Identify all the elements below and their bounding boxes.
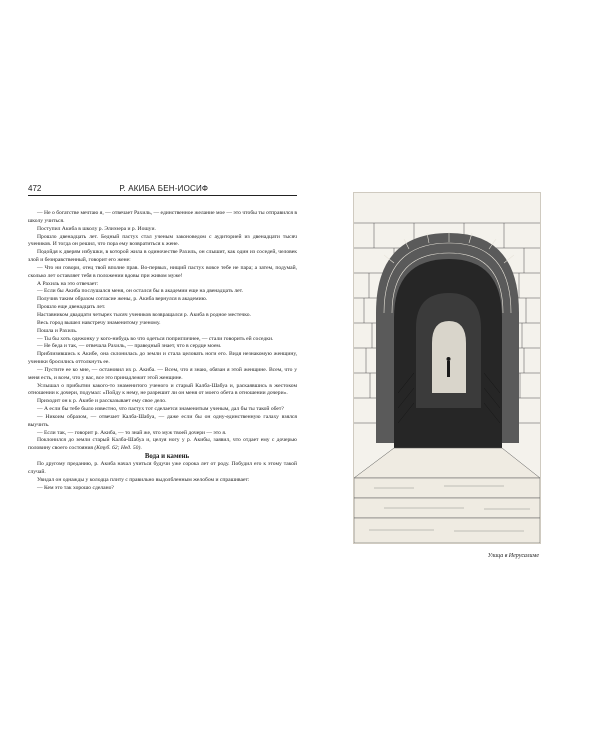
- paragraph-text: Приходит он к р. Акибе и рассказывает ему свое дело.: [37, 398, 167, 405]
- paragraph-text: Пошла и Рахиль.: [37, 327, 78, 334]
- paragraph: [28, 265, 297, 281]
- paragraph-text: — Кем это так хорошо сделано?: [37, 484, 114, 491]
- paragraph: [28, 249, 297, 265]
- running-head: [28, 184, 297, 196]
- paragraph-text: — Не о богатстве мечтаю я, — отвечает Рахиль, — единственное желание мое — это чтобы ты отправился в школу учиться.: [28, 210, 297, 224]
- paragraph-list: [28, 210, 297, 453]
- paragraph-text: Весь город вышел навстречу знаменитому ученому.: [37, 319, 161, 326]
- right-page: [305, 0, 600, 750]
- paragraph-text: По другому преданию, р. Акиба начал учиться будучи уже сорока лет от роду. Побудил его к этому такой случай.: [28, 461, 297, 475]
- paragraph-text: Получив таким образом согласие жены, р. Акиба вернулся в академию.: [37, 296, 208, 303]
- page-number: 472: [28, 184, 42, 193]
- paragraph-text: Услышал о прибытии какого-то знаменитого ученого и старый Калба-Шабуа и, раскаявшись в жестоком отношении к дочери, подумал: «Пойду к нему, не разрешит ли он меня от моего обета в отношении дочери».: [28, 382, 297, 397]
- street-sketch-image: [354, 193, 540, 543]
- paragraph: [28, 437, 297, 453]
- source-reference: (Ктуб. 62; Нед. 50): [94, 445, 141, 452]
- paragraph: [28, 304, 297, 312]
- paragraph: [28, 234, 297, 250]
- paragraph: [28, 210, 297, 226]
- left-page: [28, 184, 297, 492]
- jerusalem-street-illustration: [353, 192, 541, 544]
- paragraph-text: — А если бы тебе было известно, что пастух тот сделается знаменитым ученым, дал бы ты такой обет?: [37, 406, 284, 413]
- body-text: [28, 210, 297, 492]
- section-paragraph-list: [28, 461, 297, 492]
- paragraph: [28, 398, 297, 406]
- paragraph: [28, 383, 297, 399]
- paragraph: [28, 485, 297, 493]
- paragraph: [28, 296, 297, 304]
- paragraph-tail: .: [140, 445, 142, 452]
- paragraph: [28, 477, 297, 485]
- paragraph-text: — Не беда и так, — отвечала Рахиль, — праведный знает, что в сердце моем.: [37, 343, 222, 350]
- illustration-caption: Улица в Иерусалиме: [487, 553, 539, 559]
- paragraph-text: — Пустите ее ко мне, — остановил их р. Акиба. — Всем, что я знаю, обязан я этой женщине. Всем, что у меня есть, и всем, что у вас, все это принадлежит этой женщине.: [28, 366, 297, 381]
- paragraph: [28, 367, 297, 383]
- paragraph: [28, 328, 297, 336]
- paragraph: [28, 351, 297, 367]
- paragraph: [28, 320, 297, 328]
- paragraph-text: Прошло двенадцать лет. Бедный пастух стал ученым законоведом с аудиторией из двенадцати тысяч учеников. И тогда он решил, что пора ему возвратиться к жене.: [28, 233, 297, 248]
- paragraph-text: — Никоим образом, — отвечает Калба-Шабуа, — даже если бы он одну-единственную галаху взялся выучить.: [28, 413, 297, 428]
- paragraph: [28, 461, 297, 477]
- paragraph-text: — Если так, — говорит р. Акиба, — то знай же, что муж твоей дочери — это я.: [37, 429, 227, 436]
- paragraph-text: Увидал он однажды у колодца плиту с правильно выдолбленным желобом и спрашивает:: [37, 476, 250, 483]
- paragraph: [28, 343, 297, 351]
- paragraph-text: — Если бы Акиба послушался меня, он остался бы в академии еще на двенадцать лет.: [37, 288, 244, 295]
- paragraph-text: — Что ни говори, отец твой вполне прав. Во-первых, нищий пастух вовсе тебе не пара; а затем, подумай, сколько лет оставляет тебя в положении вдовы при живом муже!: [28, 264, 297, 279]
- paragraph-text: Наставником двадцати четырех тысяч учеников возвращался р. Акиба в родное местечко.: [37, 311, 251, 318]
- paragraph: [28, 414, 297, 430]
- paragraph-text: Поступил Акиба в школу р. Элиэзера и р. Иошуи.: [37, 225, 156, 232]
- paragraph-text: — Ты бы хоть одежонку у кого-нибудь во что одеться попригличнее, — стали говорить ей соседки.: [37, 335, 274, 342]
- paragraph: [28, 406, 297, 414]
- paragraph: [28, 312, 297, 320]
- section-title: Вода и камень: [144, 453, 190, 461]
- paragraph-text: Подойдя к дверям избушки, в которой жила в одиночестве Рахиль, он слышит, как один из соседей, человек злой и безнравственный, говорит его жене:: [28, 249, 297, 264]
- paragraph-text: Прошло еще двенадцать лет.: [37, 304, 106, 311]
- paragraph-text: Поклонился до земли старый Калба-Шабуа и, целуя ногу у р. Акибы, заявил, что отдает ему с дочерью половину своего состояния: [28, 437, 297, 452]
- paragraph: [28, 226, 297, 234]
- paragraph-text: Приблизившись к Акибе, она склонилась до земли и стала целовать ноги его. Видя незнакомую женщину, ученики бросились оттолкнуть ее.: [28, 351, 297, 366]
- paragraph-text: А Рахиль на это отвечает:: [37, 280, 99, 287]
- running-head-title: Р. АКИБА БЕН-ИОСИФ: [119, 184, 209, 193]
